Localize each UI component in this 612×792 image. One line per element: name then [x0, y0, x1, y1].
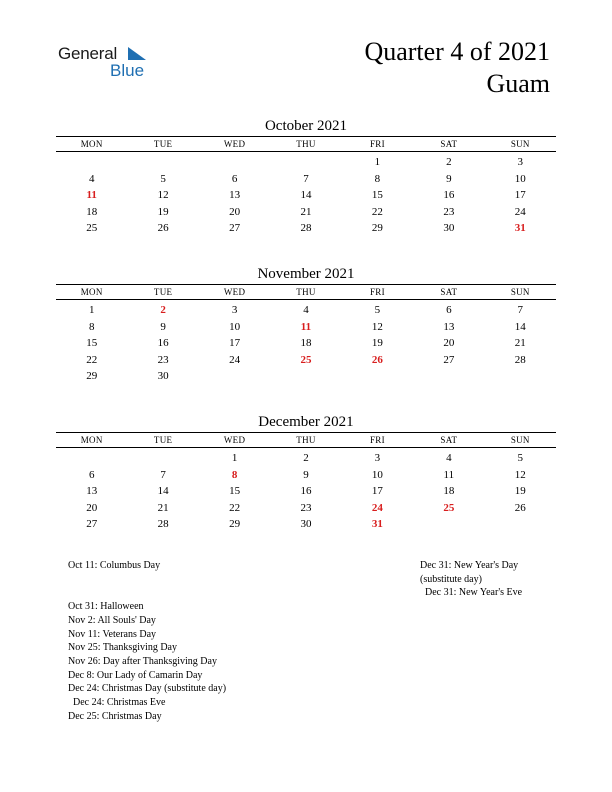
weekday-label: WED — [223, 287, 246, 297]
day-cell: 26 — [514, 501, 526, 514]
day-cell: 16 — [300, 485, 312, 497]
day-cell: 3 — [374, 452, 381, 464]
day-cell: 22 — [371, 205, 383, 218]
empty-day-cell — [127, 450, 198, 467]
day-cell: 23 — [300, 501, 312, 514]
holiday-note: (substitute day) — [420, 573, 482, 585]
day-cell: 29 — [86, 370, 98, 382]
day-cell: 27 — [86, 518, 98, 530]
day-cell: 31 — [371, 518, 383, 530]
day-cell: 16 — [443, 189, 455, 201]
holiday-note: Oct 11: Columbus Day — [68, 560, 161, 571]
day-cell: 7 — [303, 172, 309, 185]
day-cell: 10 — [229, 320, 241, 333]
day-cell: 9 — [160, 320, 166, 333]
day-cell: 8 — [88, 320, 95, 333]
month-title: November 2021 — [257, 266, 355, 282]
weekday-label: FRI — [369, 435, 385, 445]
weekday-label: TUE — [153, 435, 173, 445]
weekday-label: FRI — [369, 287, 385, 297]
day-cell: 23 — [443, 205, 455, 218]
day-cell: 5 — [160, 172, 166, 185]
day-cell: 23 — [157, 353, 169, 366]
holiday-note: Dec 24: Christmas Eve — [68, 697, 166, 709]
day-cell: 6 — [446, 304, 452, 316]
holiday-note: Nov 25: Thanksgiving Day — [68, 642, 177, 654]
holiday-note: Oct 31: Halloween — [68, 601, 144, 613]
day-cell: 7 — [517, 304, 524, 316]
weekday-divider — [56, 447, 556, 448]
weekday-divider — [56, 151, 556, 152]
holiday-note: Nov 26: Day after Thanksgiving Day — [68, 655, 217, 667]
day-cell: 8 — [374, 172, 381, 185]
day-cell: 20 — [443, 337, 455, 349]
day-cell: 9 — [446, 172, 452, 185]
day-cell: 17 — [229, 337, 241, 349]
page-title — [364, 36, 550, 100]
day-grid — [56, 302, 556, 385]
day-cell: 17 — [371, 485, 383, 497]
weekday-label: WED — [223, 139, 246, 149]
day-cell: 14 — [300, 189, 312, 201]
day-cell: 4 — [446, 452, 452, 464]
month-december — [56, 412, 556, 533]
day-grid — [56, 450, 556, 533]
day-cell: 2 — [446, 156, 452, 168]
logo — [58, 44, 158, 84]
day-cell: 8 — [231, 468, 238, 481]
empty-day-cell — [199, 154, 270, 171]
day-cell: 12 — [514, 468, 526, 481]
day-cell: 24 — [229, 353, 241, 366]
day-cell: 11 — [443, 468, 455, 481]
day-cell: 14 — [157, 485, 169, 497]
day-cell: 27 — [229, 222, 241, 234]
day-cell: 19 — [157, 205, 169, 218]
day-cell: 21 — [514, 337, 526, 349]
day-cell: 18 — [86, 205, 98, 218]
day-cell: 29 — [229, 518, 241, 530]
day-cell: 12 — [371, 320, 383, 333]
logo-word-blue: Blue — [110, 61, 145, 80]
day-cell: 1 — [88, 304, 95, 316]
holiday-note: Dec 8: Our Lady of Camarin Day — [68, 669, 203, 681]
day-cell: 24 — [514, 205, 526, 218]
weekday-label: FRI — [369, 139, 385, 149]
day-cell: 25 — [300, 353, 312, 366]
logo-word-general: General — [58, 44, 118, 63]
quarter-title: Quarter 4 of 2021 — [364, 37, 550, 66]
day-cell: 13 — [229, 189, 241, 201]
day-cell: 11 — [86, 189, 97, 201]
empty-day-cell — [127, 154, 198, 171]
day-cell: 3 — [231, 304, 238, 316]
weekday-header — [56, 285, 556, 299]
weekday-label: SUN — [510, 435, 530, 445]
weekday-divider — [56, 299, 556, 300]
day-cell: 28 — [514, 353, 526, 366]
day-cell: 25 — [86, 222, 98, 234]
empty-day-cell — [342, 368, 413, 385]
day-cell: 28 — [300, 222, 312, 234]
weekday-label: MON — [80, 139, 103, 149]
weekday-label: MON — [80, 287, 103, 297]
day-cell: 20 — [229, 205, 241, 218]
holiday-note — [68, 573, 226, 587]
day-cell: 22 — [229, 501, 241, 514]
day-cell: 12 — [157, 189, 169, 201]
empty-day-cell — [56, 450, 127, 467]
empty-day-cell — [413, 368, 484, 385]
day-cell: 18 — [443, 485, 455, 497]
day-grid — [56, 154, 556, 237]
day-cell: 30 — [443, 222, 455, 234]
day-cell: 15 — [86, 337, 98, 349]
day-cell: 21 — [300, 205, 312, 218]
weekday-label: SUN — [510, 287, 530, 297]
day-cell: 9 — [303, 468, 309, 481]
empty-day-cell — [485, 516, 556, 533]
day-cell: 26 — [371, 353, 383, 366]
day-cell: 10 — [514, 172, 526, 185]
holiday-list-right — [420, 559, 522, 600]
weekday-label: TUE — [153, 139, 173, 149]
month-november — [56, 264, 556, 385]
holiday-note: Nov 11: Veterans Day — [68, 628, 157, 640]
empty-day-cell — [56, 154, 127, 171]
day-cell: 3 — [517, 156, 524, 168]
day-cell: 15 — [371, 189, 383, 201]
holiday-list-left — [68, 559, 226, 723]
empty-day-cell — [199, 368, 270, 385]
day-cell: 6 — [88, 468, 95, 481]
empty-day-cell — [413, 516, 484, 533]
weekday-label: SUN — [510, 139, 530, 149]
logo-triangle-icon — [124, 46, 148, 62]
day-cell: 4 — [88, 172, 95, 185]
holiday-note — [68, 586, 226, 600]
weekday-label: TUE — [153, 287, 173, 297]
month-title: December 2021 — [258, 414, 354, 430]
weekday-label: THU — [296, 435, 316, 445]
empty-day-cell — [270, 154, 341, 171]
holiday-note: Dec 31: New Year's Eve — [420, 587, 523, 599]
holiday-note: Dec 31: New Year's Day — [420, 560, 519, 571]
day-cell: 27 — [443, 353, 455, 366]
day-cell: 17 — [514, 189, 526, 201]
country-title: Guam — [486, 69, 550, 98]
day-cell: 19 — [371, 337, 383, 349]
weekday-header — [56, 137, 556, 151]
day-cell: 15 — [229, 485, 241, 497]
day-cell: 14 — [514, 320, 526, 333]
day-cell: 2 — [303, 452, 309, 464]
day-cell: 26 — [157, 222, 169, 234]
day-cell: 22 — [86, 353, 98, 366]
weekday-label: SAT — [440, 435, 458, 445]
holiday-note: Nov 2: All Souls' Day — [68, 614, 156, 626]
day-cell: 1 — [231, 452, 238, 464]
day-cell: 2 — [160, 304, 166, 316]
month-october — [56, 116, 556, 237]
day-cell: 19 — [514, 485, 526, 497]
day-cell: 4 — [303, 304, 309, 316]
weekday-label: MON — [80, 435, 103, 445]
day-cell: 18 — [300, 337, 312, 349]
day-cell: 25 — [443, 501, 455, 514]
weekday-label: THU — [296, 287, 316, 297]
day-cell: 10 — [371, 468, 383, 481]
day-cell: 13 — [443, 320, 455, 333]
day-cell: 28 — [157, 518, 169, 530]
day-cell: 7 — [160, 468, 166, 481]
day-cell: 20 — [86, 501, 98, 514]
empty-day-cell — [485, 368, 556, 385]
holiday-note: Dec 24: Christmas Day (substitute day) — [68, 683, 227, 695]
day-cell: 31 — [514, 222, 526, 234]
day-cell: 30 — [300, 518, 312, 530]
day-cell: 24 — [371, 501, 383, 514]
day-cell: 5 — [374, 304, 381, 316]
weekday-label: THU — [296, 139, 316, 149]
day-cell: 5 — [517, 452, 524, 464]
day-cell: 6 — [231, 172, 238, 185]
weekday-label: WED — [223, 435, 246, 445]
empty-day-cell — [270, 368, 341, 385]
day-cell: 21 — [157, 501, 169, 514]
day-cell: 16 — [157, 337, 169, 349]
weekday-label: SAT — [440, 139, 458, 149]
day-cell: 11 — [300, 320, 312, 333]
month-title: October 2021 — [264, 118, 348, 134]
weekday-label: SAT — [440, 287, 458, 297]
day-cell: 30 — [157, 370, 169, 382]
holiday-note: Dec 25: Christmas Day — [68, 710, 162, 722]
day-cell: 29 — [371, 222, 383, 234]
weekday-header — [56, 433, 556, 447]
day-cell: 13 — [86, 485, 98, 497]
day-cell: 1 — [374, 156, 381, 168]
